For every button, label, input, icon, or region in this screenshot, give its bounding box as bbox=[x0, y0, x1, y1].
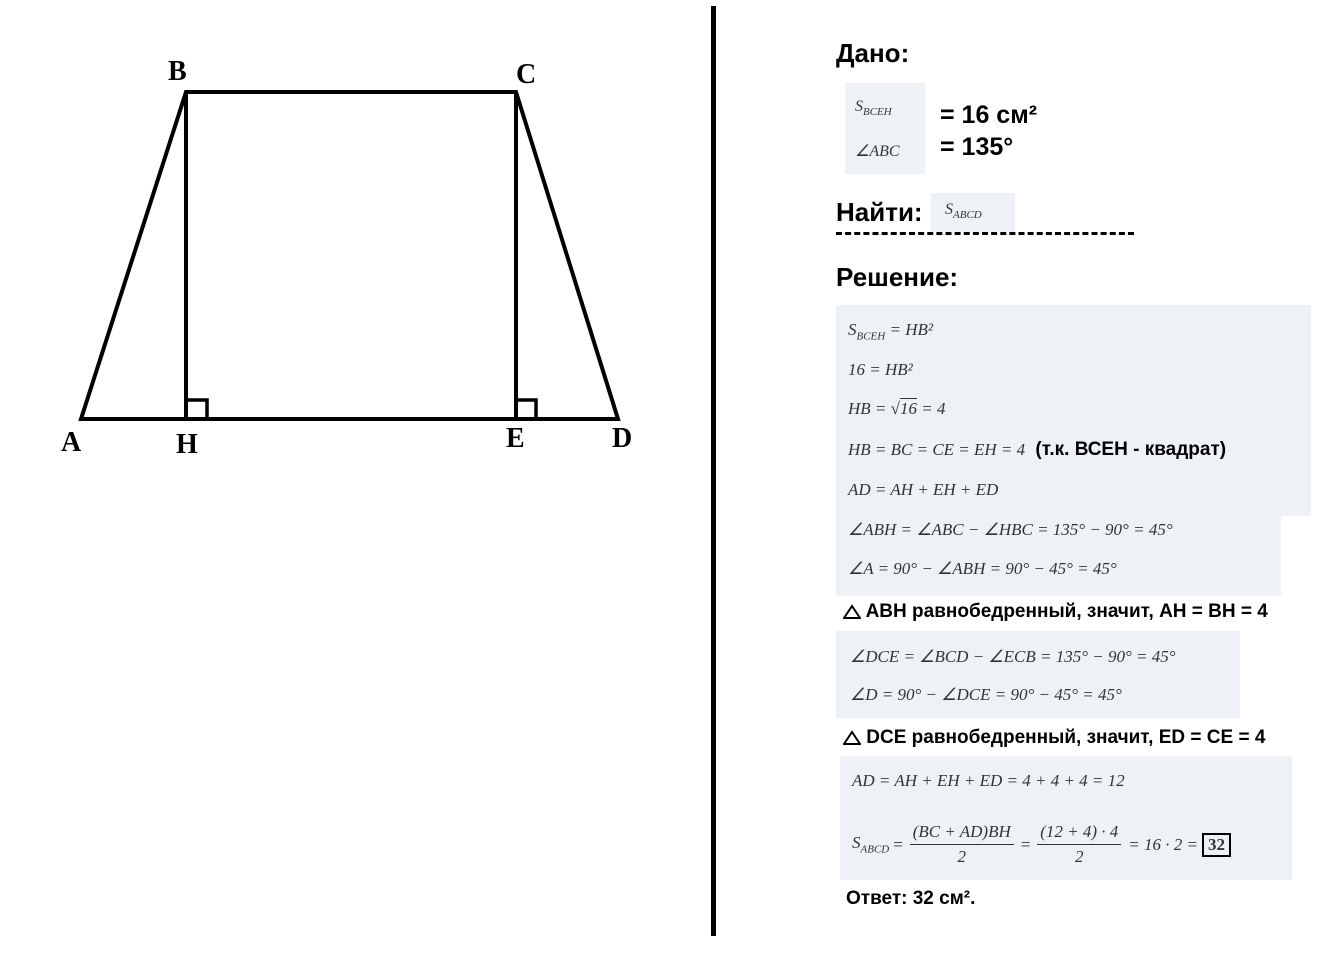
fraction-1-num: (BC + AD)BH bbox=[910, 822, 1014, 845]
point-label-d: D bbox=[612, 423, 633, 454]
find-sub: ABCD bbox=[953, 209, 982, 222]
solution-line-6: ∠ABH = ∠ABC − ∠HBC = 135° − 90° = 45° bbox=[848, 520, 1173, 539]
solution-line-7: ∠A = 90° − ∠ABH = 90° − 45° = 45° bbox=[848, 559, 1117, 578]
point-label-a: A bbox=[61, 427, 82, 458]
trapezoid-abcd bbox=[81, 92, 618, 419]
area-formula-lhs bbox=[852, 833, 889, 855]
solution-line-9: ∠D = 90° − ∠DCE = 90° − 45° = 45° bbox=[850, 685, 1122, 704]
area-formula-s: S bbox=[852, 833, 861, 853]
given-area-value: = 16 см² bbox=[940, 101, 1038, 129]
given-angle-symbol: ∠ABC bbox=[855, 143, 900, 160]
answer-text: Ответ: 32 см². bbox=[846, 888, 976, 909]
fraction-1-den: 2 bbox=[957, 847, 966, 866]
triangle-icon bbox=[843, 730, 861, 746]
triangle-abh-text: ABH равнобедренный, значит, AH = BH = 4 bbox=[865, 601, 1268, 622]
fraction-2-den: 2 bbox=[1075, 847, 1084, 866]
point-label-h: H bbox=[176, 429, 198, 460]
triangle-dce-text: DCE равнобедренный, значит, ED = CE = 4 bbox=[866, 727, 1266, 748]
point-label-e: E bbox=[506, 423, 525, 454]
right-angle-mark-h bbox=[186, 400, 207, 419]
solution-line-3b: 16 bbox=[899, 399, 917, 418]
solution-line-4-note: (т.к. ВСЕН - квадрат) bbox=[1035, 439, 1227, 460]
right-angle-mark-e bbox=[516, 400, 536, 419]
solution-line-8: ∠DCE = ∠BCD − ∠ECB = 135° − 90° = 45° bbox=[850, 647, 1176, 666]
triangle-icon bbox=[843, 604, 861, 620]
separator-line bbox=[836, 232, 1134, 235]
solution-line-4-math: HB = BC = CE = EH = 4 bbox=[848, 440, 1026, 459]
point-label-b: B bbox=[168, 56, 187, 87]
eq-sign-1: = bbox=[892, 834, 904, 854]
solution-line-4 bbox=[848, 439, 1226, 461]
fraction-1 bbox=[910, 822, 1014, 867]
given-angle-value: = 135° bbox=[940, 133, 1014, 161]
solution-line-1: $S_{BCEH} = HB^2$ bbox=[848, 320, 933, 343]
given-area-symbol bbox=[855, 98, 892, 118]
solution-line-5: AD = AH + EH + ED bbox=[848, 480, 999, 499]
given-title: Дано: bbox=[836, 38, 910, 68]
fraction-2-num: (12 + 4) · 4 bbox=[1037, 822, 1121, 845]
find-symbol bbox=[945, 201, 982, 221]
point-label-c: C bbox=[516, 59, 537, 90]
solution-line-10: AD = AH + EH + ED = 4 + 4 + 4 = 12 bbox=[852, 771, 1125, 790]
trapezoid-figure bbox=[0, 0, 700, 500]
area-formula bbox=[852, 822, 1231, 867]
given-area-sub: BCEH bbox=[863, 106, 892, 119]
solution-line-3a: HB = bbox=[848, 399, 891, 418]
solution-line-1-rhs: HB² bbox=[905, 320, 933, 339]
sqrt-sign: √ bbox=[890, 399, 900, 418]
area-formula-tail: = 16 · 2 = bbox=[1128, 834, 1198, 854]
find-s: S bbox=[945, 201, 953, 218]
eq-sign-2: = bbox=[1019, 834, 1032, 854]
solution-line-3 bbox=[848, 399, 945, 419]
solution-line-3c: = 4 bbox=[916, 399, 946, 418]
find-title: Найти: bbox=[836, 197, 923, 227]
solution-title: Решение: bbox=[836, 262, 959, 292]
triangle-dce-statement bbox=[843, 727, 1265, 749]
area-result-box: 32 bbox=[1202, 833, 1231, 857]
given-area-s: S bbox=[855, 98, 863, 115]
area-formula-sub: ABCD bbox=[860, 843, 890, 856]
solution-line-2: 16 = HB² bbox=[848, 360, 913, 379]
vertical-divider bbox=[711, 6, 716, 936]
triangle-abh-statement bbox=[843, 601, 1268, 623]
fraction-2 bbox=[1037, 822, 1121, 867]
